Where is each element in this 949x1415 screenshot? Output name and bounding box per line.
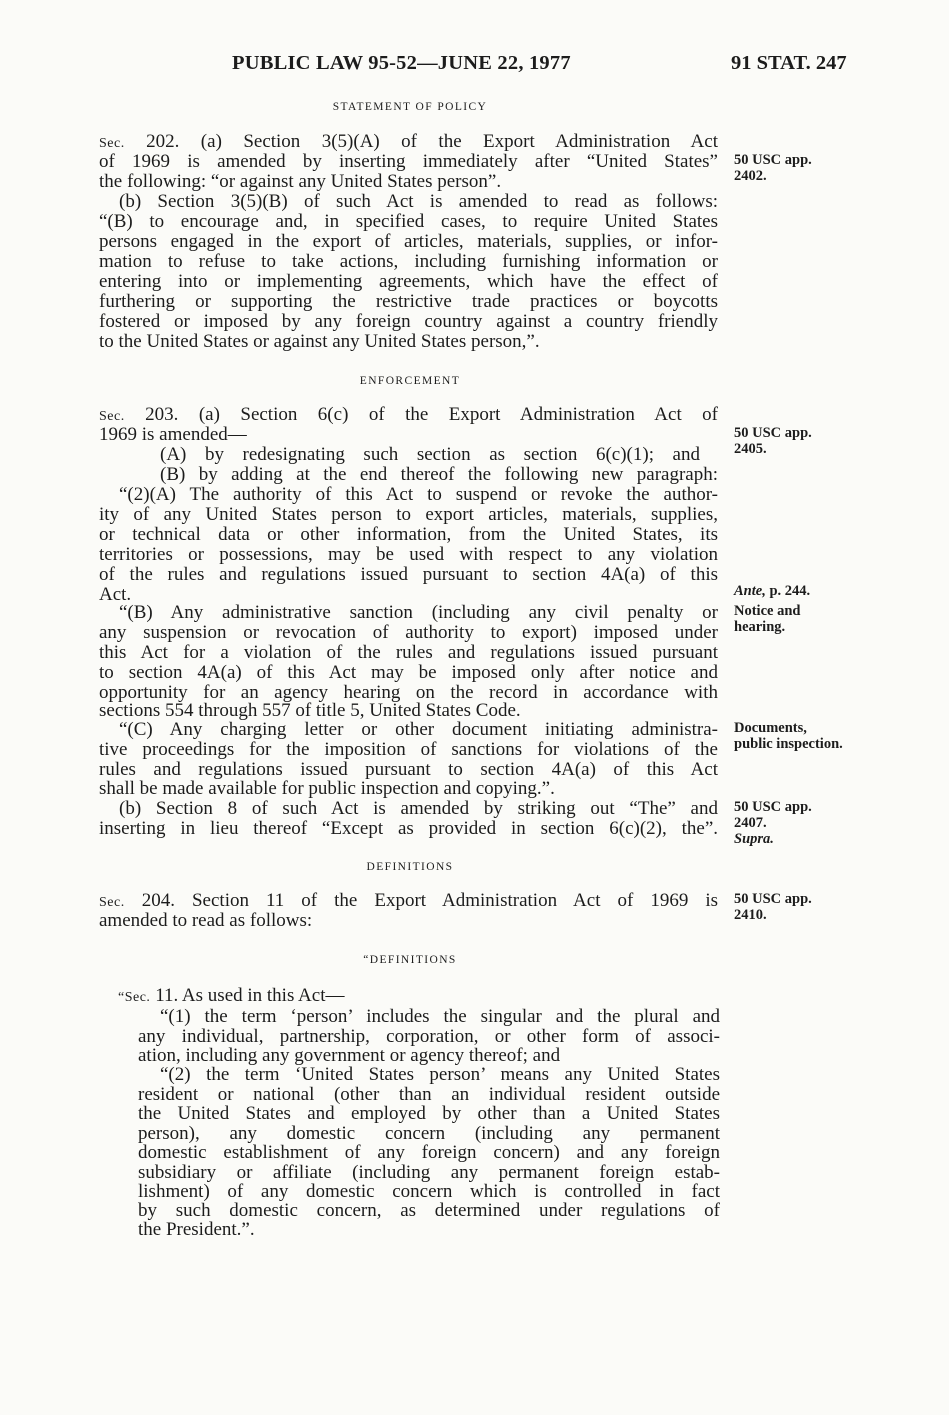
- page-citation: 91 STAT. 247: [731, 52, 847, 74]
- text-line: tive proceedings for the imposition of sanctions for violations of the: [99, 739, 718, 760]
- text-line: subsidiary or affiliate (including any permanent foreign estab-: [138, 1162, 720, 1183]
- text-line: resident or national (other than an individual resident outside: [138, 1084, 720, 1105]
- text-line: the following: “or against any United States person”.: [99, 171, 502, 192]
- text-line: “(B) Any administrative sanction (including any civil penalty or: [119, 602, 718, 623]
- text-line: the President.”.: [138, 1219, 255, 1240]
- text-line: inserting in lieu thereof “Except as provided in section 6(c)(2), the”.: [99, 818, 718, 839]
- margin-note-usc-2405: 50 USC app. 2405.: [734, 425, 812, 457]
- running-head-title: PUBLIC LAW 95-52—JUNE 22, 1977: [232, 52, 571, 74]
- heading-definitions: DEFINITIONS: [366, 861, 454, 873]
- text-line: (b) Section 3(5)(B) of such Act is amended to read as follows:: [119, 191, 718, 212]
- text-line: “(1) the term ‘person’ includes the singular and the plural and: [160, 1006, 720, 1027]
- text-line: persons engaged in the export of articles, materials, supplies, or infor-: [99, 231, 718, 252]
- margin-note-usc-2410: 50 USC app. 2410.: [734, 891, 812, 923]
- heading-enforcement: ENFORCEMENT: [359, 375, 461, 387]
- text-line: rules and regulations issued pursuant to section 4A(a) of this Act: [99, 759, 718, 780]
- text-line: “(C) Any charging letter or other document initiating administra-: [119, 719, 718, 740]
- text-line: “(2)(A) The authority of this Act to suspend or revoke the author-: [119, 484, 718, 505]
- text-line: (B) by adding at the end thereof the following new paragraph:: [160, 464, 718, 485]
- margin-note-ante: Ante, p. 244.: [734, 583, 811, 599]
- text-line: entering into or implementing agreements, which have the effect of: [99, 271, 718, 292]
- text-line: fostered or imposed by any foreign country against a country friendly: [99, 311, 718, 332]
- text-line: shall be made available for public inspection and copying.”.: [99, 778, 555, 799]
- text-line: by such domestic concern, as determined under regulations of: [138, 1200, 720, 1221]
- text-line: Sec. 202. (a) Section 3(5)(A) of the Export Administration Act: [99, 131, 718, 152]
- text-line: or technical data or other information, from the United States, its: [99, 524, 718, 545]
- text-line: domestic establishment of any foreign concern) and any foreign: [138, 1142, 720, 1163]
- text-line: (b) Section 8 of such Act is amended by striking out “The” and: [119, 798, 718, 819]
- text-line: person), any domestic concern (including any permanent: [138, 1123, 720, 1144]
- text-line: ity of any United States person to export articles, materials, supplies,: [99, 504, 718, 525]
- text-line: mation to refuse to take actions, including furnishing information or: [99, 251, 718, 272]
- text-line: Sec. 203. (a) Section 6(c) of the Export Administration Act of: [99, 404, 718, 425]
- text-line: “Sec. 11. As used in this Act—: [118, 985, 345, 1006]
- text-line: Sec. 204. Section 11 of the Export Administration Act of 1969 is: [99, 890, 718, 911]
- text-line: lishment) of any domestic concern which is controlled in fact: [138, 1181, 720, 1202]
- text-line: “(2) the term ‘United States person’ means any United States: [160, 1064, 720, 1085]
- text-line: ation, including any government or agency thereof; and: [138, 1045, 561, 1066]
- text-line: any individual, partnership, corporation, or other form of associ-: [138, 1026, 720, 1047]
- margin-note-usc-2407: 50 USC app. 2407. Supra.: [734, 799, 812, 847]
- text-line: territories or possessions, may be used with respect to any violation: [99, 544, 718, 565]
- text-line: any suspension or revocation of authority to export) imposed under: [99, 622, 718, 643]
- margin-note-supra: Supra.: [734, 831, 774, 847]
- text-line: sections 554 through 557 of title 5, United States Code.: [99, 700, 521, 721]
- text-line: furthering or supporting the restrictive trade practices or boycotts: [99, 291, 718, 312]
- text-line: amended to read as follows:: [99, 910, 313, 931]
- text-line: the United States and employed by other than a United States: [138, 1103, 720, 1124]
- text-line: 1969 is amended—: [99, 424, 247, 445]
- margin-note-documents: Documents, public inspection.: [734, 720, 843, 752]
- text-line: opportunity for an agency hearing on the record in accordance with: [99, 682, 718, 703]
- text-line: (A) by redesignating such section as section 6(c)(1); and: [160, 444, 700, 465]
- text-line: this Act for a violation of the rules and regulations issued pursuant: [99, 642, 718, 663]
- text-line: to the United States or against any United States person,”.: [99, 331, 540, 352]
- text-line: of the rules and regulations issued pursuant to section 4A(a) of this: [99, 564, 718, 585]
- margin-note-usc-2402: 50 USC app. 2402.: [734, 152, 812, 184]
- text-line: “(B) to encourage and, in specified cases, to require United States: [99, 211, 718, 232]
- heading-quoted-definitions: “DEFINITIONS: [363, 954, 457, 966]
- heading-statement-of-policy: STATEMENT OF POLICY: [332, 101, 488, 113]
- text-line: of 1969 is amended by inserting immediately after “United States”: [99, 151, 718, 172]
- margin-note-notice-hearing: Notice and hearing.: [734, 603, 801, 635]
- text-line: to section 4A(a) of this Act may be imposed only after notice and: [99, 662, 718, 683]
- text-line: Act.: [99, 584, 132, 605]
